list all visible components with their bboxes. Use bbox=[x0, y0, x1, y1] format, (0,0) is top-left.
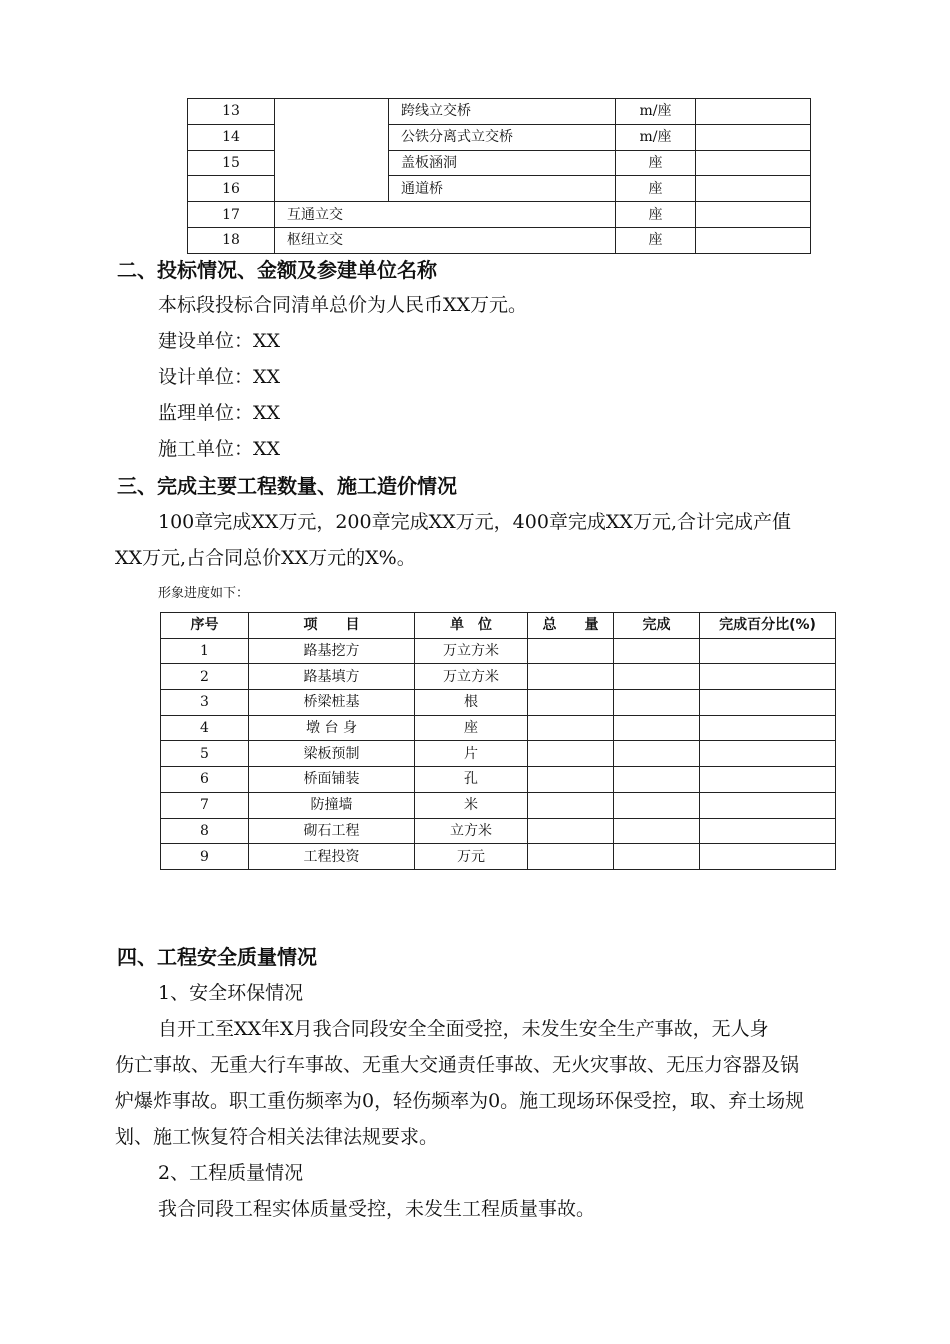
header-percent: 完成百分比(%) bbox=[700, 613, 836, 639]
progress-caption: 形象进度如下： bbox=[158, 586, 250, 601]
item-name: 工程投资 bbox=[249, 844, 415, 870]
header-total: 总 量 bbox=[528, 613, 614, 639]
output-text-line2: XX万元,占合同总价XX万元的X%。 bbox=[115, 547, 416, 569]
value-cell bbox=[696, 176, 811, 202]
table-row bbox=[161, 767, 836, 793]
total-cell bbox=[528, 818, 614, 844]
table-row bbox=[161, 715, 836, 741]
total-cell bbox=[528, 664, 614, 690]
value-cell bbox=[696, 227, 811, 253]
unit: 座 bbox=[616, 150, 696, 176]
item-name: 盖板涵洞 bbox=[389, 150, 616, 176]
builder-unit: 建设单位：XX bbox=[158, 330, 281, 352]
item-name: 互通立交 bbox=[275, 202, 616, 228]
item-name: 路基挖方 bbox=[249, 638, 415, 664]
done-cell bbox=[614, 741, 700, 767]
row-number: 18 bbox=[188, 227, 275, 253]
safety-text-line3: 炉爆炸事故。职工重伤频率为0，轻伤频率为0。施工现场环保受控，取、弃土场规 bbox=[115, 1090, 805, 1112]
row-number: 16 bbox=[188, 176, 275, 202]
total-cell bbox=[528, 741, 614, 767]
merged-category-cell bbox=[275, 99, 389, 202]
row-number: 1 bbox=[161, 638, 249, 664]
percent-cell bbox=[700, 792, 836, 818]
table-row bbox=[188, 202, 811, 228]
percent-cell bbox=[700, 741, 836, 767]
item-name: 跨线立交桥 bbox=[389, 99, 616, 125]
percent-cell bbox=[700, 844, 836, 870]
safety-subheading: 1、安全环保情况 bbox=[158, 982, 304, 1004]
unit: 根 bbox=[415, 690, 528, 716]
row-number: 6 bbox=[161, 767, 249, 793]
bridge-table bbox=[187, 98, 811, 254]
table-row bbox=[161, 741, 836, 767]
item-name: 砌石工程 bbox=[249, 818, 415, 844]
unit: 米 bbox=[415, 792, 528, 818]
value-cell bbox=[696, 150, 811, 176]
done-cell bbox=[614, 818, 700, 844]
table-row bbox=[188, 99, 811, 125]
done-cell bbox=[614, 792, 700, 818]
unit: 万立方米 bbox=[415, 664, 528, 690]
table-row bbox=[161, 638, 836, 664]
table-row bbox=[161, 818, 836, 844]
safety-text-line4: 划、施工恢复符合相关法律法规要求。 bbox=[115, 1126, 439, 1148]
done-cell bbox=[614, 767, 700, 793]
value-cell bbox=[696, 124, 811, 150]
percent-cell bbox=[700, 767, 836, 793]
done-cell bbox=[614, 844, 700, 870]
row-number: 3 bbox=[161, 690, 249, 716]
done-cell bbox=[614, 715, 700, 741]
unit: 座 bbox=[616, 227, 696, 253]
row-number: 8 bbox=[161, 818, 249, 844]
table-row bbox=[188, 227, 811, 253]
value-cell bbox=[696, 202, 811, 228]
percent-cell bbox=[700, 690, 836, 716]
row-number: 5 bbox=[161, 741, 249, 767]
done-cell bbox=[614, 690, 700, 716]
header-number: 序号 bbox=[161, 613, 249, 639]
unit: 孔 bbox=[415, 767, 528, 793]
percent-cell bbox=[700, 638, 836, 664]
safety-text-line1: 自开工至XX年X月我合同段安全全面受控，未发生安全生产事故，无人身 bbox=[158, 1018, 769, 1040]
quality-text: 我合同段工程实体质量受控，未发生工程质量事故。 bbox=[158, 1198, 596, 1220]
row-number: 14 bbox=[188, 124, 275, 150]
item-name: 防撞墙 bbox=[249, 792, 415, 818]
table-header-row bbox=[161, 613, 836, 639]
row-number: 13 bbox=[188, 99, 275, 125]
row-number: 17 bbox=[188, 202, 275, 228]
table-row bbox=[161, 690, 836, 716]
unit: 立方米 bbox=[415, 818, 528, 844]
unit: 万元 bbox=[415, 844, 528, 870]
item-name: 桥梁桩基 bbox=[249, 690, 415, 716]
header-item: 项 目 bbox=[249, 613, 415, 639]
unit: m/座 bbox=[616, 99, 696, 125]
unit: 片 bbox=[415, 741, 528, 767]
done-cell bbox=[614, 638, 700, 664]
done-cell bbox=[614, 664, 700, 690]
unit: 座 bbox=[415, 715, 528, 741]
row-number: 2 bbox=[161, 664, 249, 690]
table-row bbox=[161, 844, 836, 870]
unit: 座 bbox=[616, 176, 696, 202]
section-4-heading: 四、工程安全质量情况 bbox=[117, 945, 317, 969]
contractor-unit: 施工单位：XX bbox=[158, 438, 281, 460]
item-name: 墩 台 身 bbox=[249, 715, 415, 741]
percent-cell bbox=[700, 715, 836, 741]
item-name: 桥面铺装 bbox=[249, 767, 415, 793]
total-cell bbox=[528, 715, 614, 741]
unit: 万立方米 bbox=[415, 638, 528, 664]
item-name: 梁板预制 bbox=[249, 741, 415, 767]
row-number: 4 bbox=[161, 715, 249, 741]
section-2-heading: 二、投标情况、金额及参建单位名称 bbox=[117, 258, 437, 282]
designer-unit: 设计单位：XX bbox=[158, 366, 281, 388]
table-row bbox=[161, 792, 836, 818]
unit: 座 bbox=[616, 202, 696, 228]
row-number: 15 bbox=[188, 150, 275, 176]
percent-cell bbox=[700, 818, 836, 844]
header-done: 完成 bbox=[614, 613, 700, 639]
total-cell bbox=[528, 638, 614, 664]
row-number: 7 bbox=[161, 792, 249, 818]
safety-text-line2: 伤亡事故、无重大行车事故、无重大交通责任事故、无火灾事故、无压力容器及锅 bbox=[115, 1054, 800, 1076]
value-cell bbox=[696, 99, 811, 125]
output-text-line1: 100章完成XX万元，200章完成XX万元，400章完成XX万元,合计完成产值 bbox=[158, 511, 791, 533]
item-name: 通道桥 bbox=[389, 176, 616, 202]
total-cell bbox=[528, 767, 614, 793]
header-unit: 单 位 bbox=[415, 613, 528, 639]
section-3-heading: 三、完成主要工程数量、施工造价情况 bbox=[117, 474, 457, 498]
row-number: 9 bbox=[161, 844, 249, 870]
percent-cell bbox=[700, 664, 836, 690]
unit: m/座 bbox=[616, 124, 696, 150]
total-cell bbox=[528, 844, 614, 870]
item-name: 枢纽立交 bbox=[275, 227, 616, 253]
quality-subheading: 2、工程质量情况 bbox=[158, 1162, 304, 1184]
progress-table bbox=[160, 612, 836, 870]
total-cell bbox=[528, 792, 614, 818]
item-name: 公铁分离式立交桥 bbox=[389, 124, 616, 150]
total-cell bbox=[528, 690, 614, 716]
supervisor-unit: 监理单位：XX bbox=[158, 402, 281, 424]
table-row bbox=[161, 664, 836, 690]
bid-amount-text: 本标段投标合同清单总价为人民币XX万元。 bbox=[158, 294, 528, 316]
item-name: 路基填方 bbox=[249, 664, 415, 690]
